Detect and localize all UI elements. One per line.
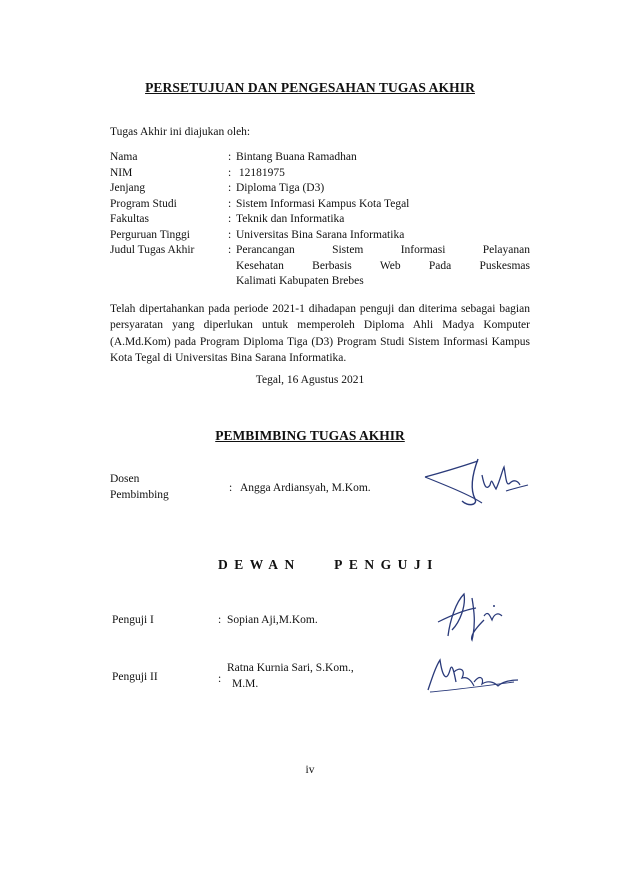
- field-value: 12181975: [236, 166, 285, 179]
- field-label: Jenjang: [110, 182, 146, 194]
- field-colon: :: [228, 213, 232, 225]
- examiner-1-label: Penguji I: [112, 614, 154, 626]
- examiner-2-label: Penguji II: [112, 671, 158, 683]
- field-label: Perguruan Tinggi: [110, 228, 190, 241]
- field-label: Judul Tugas Akhir: [110, 244, 195, 256]
- supervisor-label: [110, 472, 169, 503]
- field-value: Diploma Tiga (D3): [236, 182, 325, 194]
- field-label: Fakultas: [110, 213, 149, 225]
- field-colon: :: [228, 182, 232, 194]
- supervisor-signature: [420, 455, 540, 515]
- field-value: Sistem Informasi Kampus Kota Tegal: [236, 197, 410, 210]
- supervisor-heading: PEMBIMBING TUGAS AKHIR: [215, 428, 405, 443]
- title-line-1: Perancangan Sistem Informasi Pelayanan: [236, 244, 530, 256]
- supervisor-colon: :: [229, 482, 233, 494]
- examiner-1-signature: [428, 586, 518, 646]
- page-number: iv: [305, 764, 315, 776]
- approval-paragraph: Telah dipertahankan pada periode 2021-1 dihadapan penguji dan diterima sebagai bagian persyaratan yang diperlukan untuk memperoleh Diploma Ahli Madya Komputer (A.Md.Kom) pada Program Diploma Tiga (D3) Program Studi Sistem Informasi Kampus Kota Tegal di Universitas Bina Sarana Informatika.: [110, 303, 530, 364]
- page-title: PERSETUJUAN DAN PENGESAHAN TUGAS AKHIR: [145, 80, 475, 95]
- board-heading-word-2: PENGUJI: [334, 557, 439, 572]
- examiner-2-colon: :: [218, 673, 222, 685]
- supervisor-name: Angga Ardiansyah, M.Kom.: [240, 482, 371, 494]
- field-value: Bintang Buana Ramadhan: [236, 151, 357, 163]
- field-label: NIM: [110, 166, 133, 179]
- supervisor-label-line-1: Dosen: [110, 473, 140, 485]
- supervisor-label-line-2: Pembimbing: [110, 488, 169, 501]
- field-label: Nama: [110, 151, 138, 163]
- field-colon: :: [228, 244, 232, 256]
- examiner-2-name-line-1: Ratna Kurnia Sari, S.Kom.,: [227, 662, 354, 674]
- field-row-judul: [110, 243, 530, 290]
- examiner-1-colon: :: [218, 614, 222, 626]
- examiner-2-name: [227, 661, 354, 692]
- field-colon: :: [228, 151, 232, 163]
- title-line-3: Kalimati Kabupaten Brebes: [236, 275, 364, 287]
- field-colon: :: [228, 228, 232, 241]
- place-date: Tegal, 16 Agustus 2021: [255, 374, 365, 386]
- field-label: Program Studi: [110, 197, 177, 210]
- field-value: Teknik dan Informatika: [236, 213, 345, 225]
- examiner-2-signature: [424, 652, 524, 697]
- board-heading-word-1: DEWAN: [218, 557, 301, 572]
- examiner-1-name: Sopian Aji,M.Kom.: [227, 614, 318, 626]
- examiner-2-name-line-2: M.M.: [232, 677, 259, 690]
- board-heading: [218, 557, 439, 573]
- field-colon: :: [228, 166, 232, 179]
- field-value: Universitas Bina Sarana Informatika: [236, 228, 405, 241]
- intro-text: Tugas Akhir ini diajukan oleh:: [110, 126, 251, 138]
- field-colon: :: [228, 197, 232, 210]
- title-line-2: Kesehatan Berbasis Web Pada Puskesmas: [236, 259, 530, 272]
